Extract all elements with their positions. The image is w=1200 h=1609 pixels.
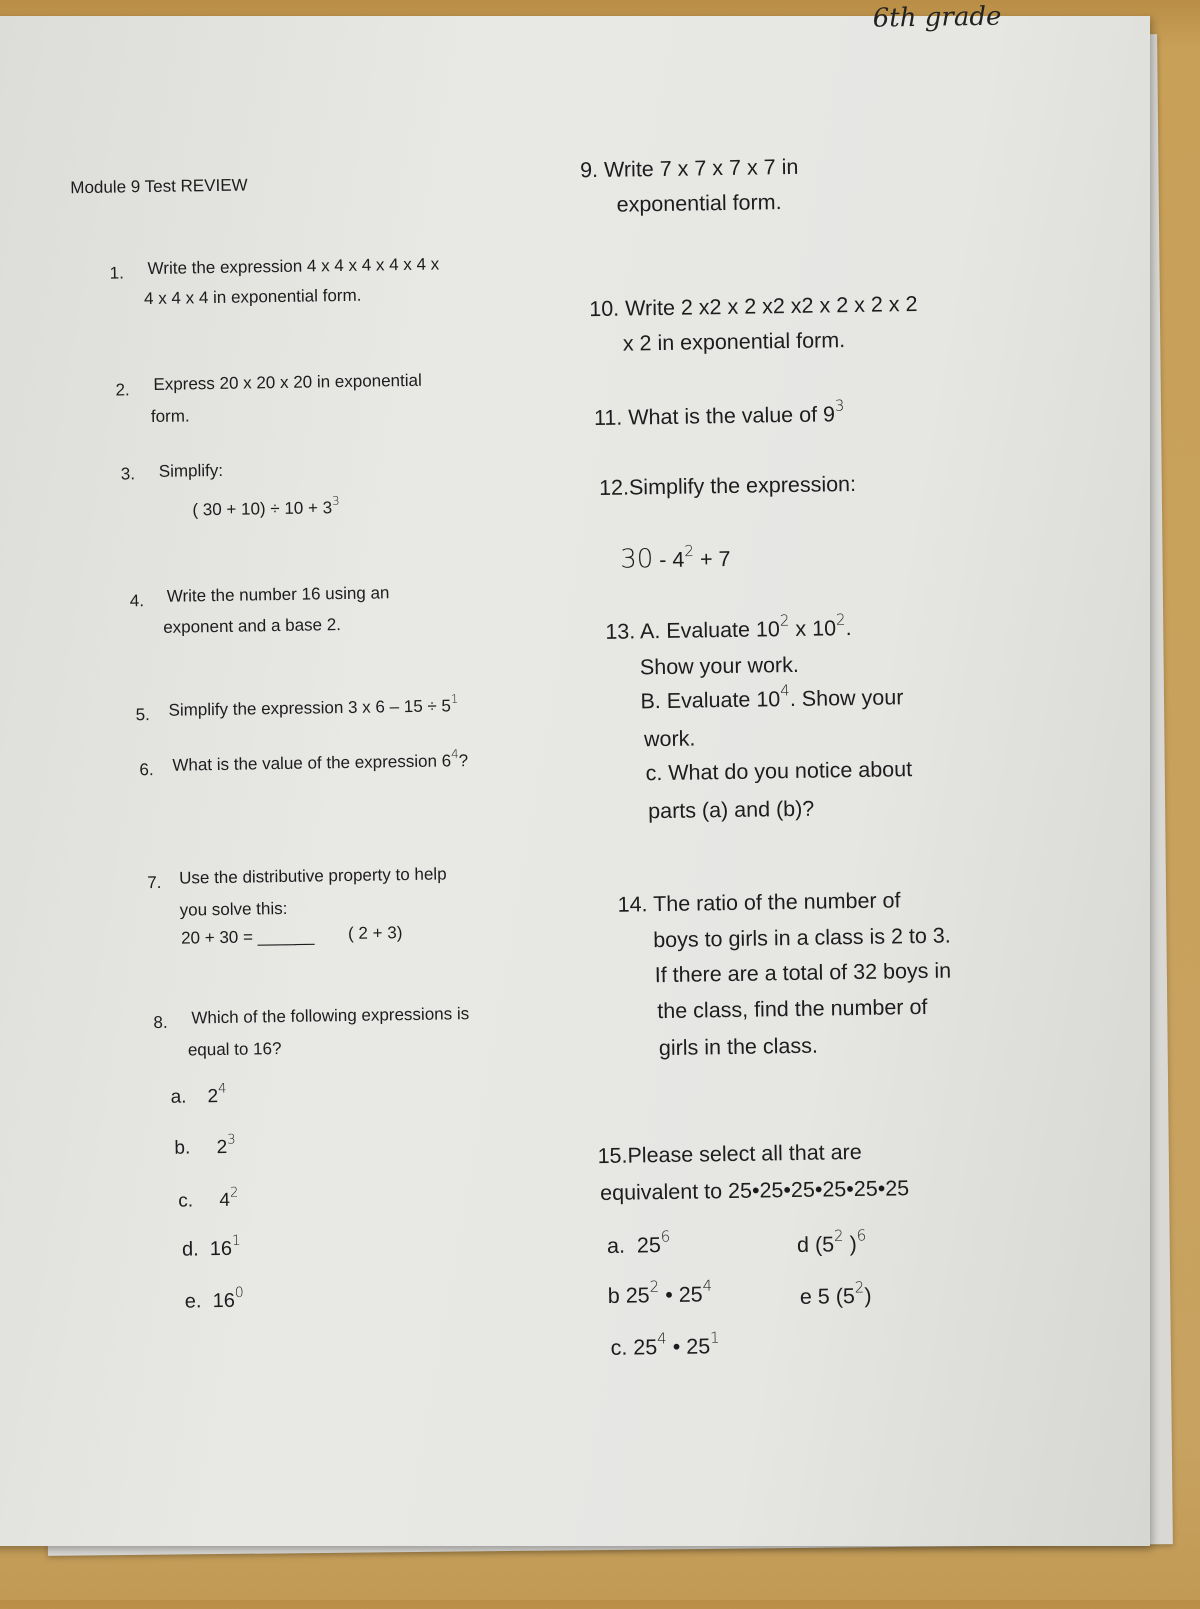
page-title: Module 9 Test REVIEW <box>70 175 248 198</box>
option-a: a. $25^6$ <box>606 1227 671 1258</box>
option-c: c. $25^4$ • $25^1$ <box>610 1328 720 1360</box>
q-text: Use the distributive property to help <box>179 864 447 888</box>
q-text: girls in the class. <box>658 1033 818 1061</box>
q-text: 10. Write 2 x2 x 2 x2 x2 x 2 x 2 x 2 <box>589 291 918 322</box>
q-text: ( 2 + 3) <box>347 923 403 943</box>
q-text: the class, find the number of <box>657 994 928 1024</box>
q-text: 13. A. Evaluate $10^2$ x $10^2$. <box>605 610 852 644</box>
q-number: 7. <box>147 872 162 893</box>
handwritten-annotation: 6th grade <box>872 1 1002 34</box>
q-expression: ( $30 + 10) \div 10 + 3^3$ <box>192 493 340 520</box>
q-number: 6. <box>139 760 154 780</box>
q-number: 2. <box>115 380 130 400</box>
q-text: 20 + 30 = ______ <box>180 926 315 948</box>
q-text: Write the expression 4 x 4 x 4 x 4 x 4 x <box>147 254 440 279</box>
q-text: B. Evaluate $10^4$. Show your <box>640 681 904 714</box>
q-number: 1. <box>109 263 124 283</box>
q-text: 11. What is the value of $9^3$ <box>593 396 845 431</box>
q-text: x 2 in exponential form. <box>622 328 846 356</box>
option-b: b $25^2$ • $25^4$ <box>607 1276 713 1308</box>
q-text: equal to 16? <box>187 1039 282 1060</box>
q-text: parts (a) and (b)? <box>647 796 815 824</box>
q-text: 12.Simplify the expression: <box>598 471 857 500</box>
q-text: Express 20 x 20 x 20 in exponential <box>153 370 422 394</box>
q-text: Which of the following expressions is <box>191 1004 470 1028</box>
q-text: boys to girls in a class is 2 to 3. <box>653 923 951 953</box>
q-text: Simplify the expression 3 x $6 - 15 \div 5^1$ <box>168 691 459 720</box>
q-text: c. What do you notice about <box>645 757 913 786</box>
option-e: e. $16^0$ <box>184 1284 244 1313</box>
q-expression: $30 - 4^2 + 7$ <box>619 541 731 575</box>
q-text: If there are a total of 32 boys in <box>654 958 952 988</box>
option-d: d. $16^1$ <box>181 1232 241 1261</box>
q-number: 3. <box>120 464 136 484</box>
option-d: d ($5^2$ )$^6$ <box>796 1226 867 1257</box>
q-text: 9. Write 7 x 7 x 7 x 7 in <box>579 154 799 183</box>
q-text: work. <box>643 726 696 752</box>
option-e: e 5 $(5^2)$ <box>799 1278 872 1309</box>
q-text: form. <box>150 406 190 427</box>
q-text: 15.Please select all that are <box>597 1139 862 1169</box>
q-text: 4 x 4 x 4 in exponential form. <box>143 285 362 309</box>
q-text: exponent and a base 2. <box>163 615 342 637</box>
option-c: c. $4^2$ <box>178 1185 239 1212</box>
q-text: equivalent to 25•25•25•25•25•25 <box>599 1176 910 1206</box>
q-number: 8. <box>153 1012 168 1033</box>
q-number: 4. <box>129 591 145 611</box>
q-text: Write the number 16 using an <box>166 583 390 606</box>
q-text: What is the value of the expression $6^4$? <box>172 746 469 775</box>
q-text: 14. The ratio of the number of <box>617 888 901 917</box>
option-b: b. $2^3$ <box>174 1132 236 1159</box>
q-text: exponential form. <box>616 190 782 217</box>
q-text: Simplify: <box>158 460 224 481</box>
q-text: Show your work. <box>639 652 800 680</box>
option-a: a. $2^4$ <box>170 1081 227 1108</box>
q-text: you solve this: <box>179 898 288 920</box>
q-number: 5. <box>135 705 150 725</box>
